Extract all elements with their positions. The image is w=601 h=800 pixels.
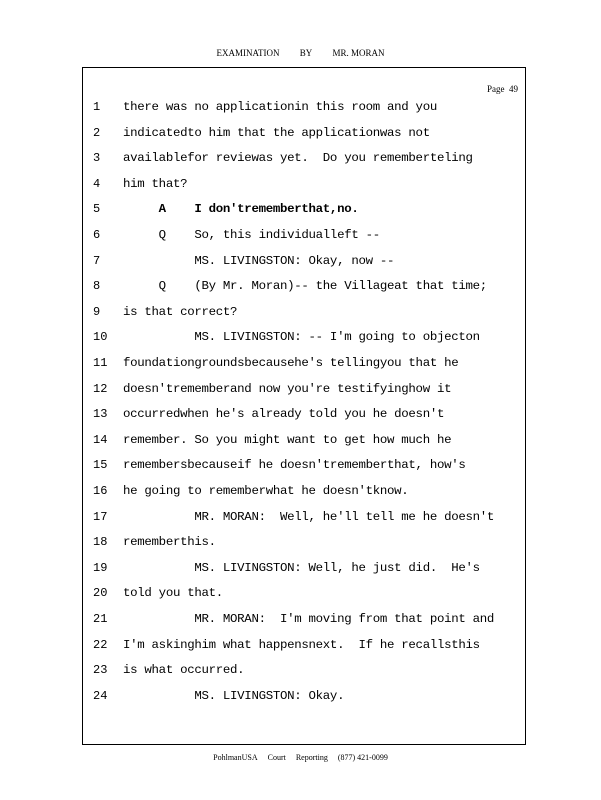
line-number: 11	[93, 356, 108, 370]
line-text: MR. MORAN: Well, he'll tell me he doesn't	[123, 509, 495, 524]
line-number: 13	[93, 407, 108, 422]
line-number: 12	[93, 381, 108, 396]
line-number: 9	[93, 304, 101, 319]
line-number: 19	[93, 560, 108, 575]
transcript-line	[0, 303, 520, 321]
line-number: 4	[93, 176, 101, 191]
page-number-value: 49	[509, 84, 518, 94]
line-text: he going to rememberwhat he doesn'tknow.	[123, 484, 409, 498]
footer-service2: Reporting	[295, 753, 328, 762]
transcript-line	[0, 610, 520, 628]
line-text: MR. MORAN: I'm moving from that point and	[123, 612, 495, 626]
transcript-line	[0, 431, 520, 449]
transcript-line	[0, 559, 520, 577]
line-text: there was no applicationin this room and you	[123, 100, 437, 114]
transcript-line	[0, 200, 520, 218]
transcript-line	[0, 124, 520, 142]
line-text: MS. LIVINGSTON: Well, he just did. He's	[123, 560, 480, 575]
page-number	[470, 84, 518, 94]
line-number: 2	[93, 125, 101, 140]
transcript-line	[0, 687, 520, 705]
line-text: A I don'trememberthat,no.	[123, 202, 359, 217]
line-text: occurredwhen he's already told you he doesn't	[123, 407, 445, 422]
line-number: 18	[93, 535, 108, 550]
line-text: remembersbecauseif he doesn'trememberthat, how's	[123, 458, 466, 473]
page-label: Page	[487, 84, 505, 94]
line-text: is that correct?	[123, 304, 238, 319]
line-text: MS. LIVINGSTON: Okay.	[123, 688, 345, 703]
transcript-line	[0, 380, 520, 398]
transcript-line	[0, 636, 520, 654]
line-number: 21	[93, 612, 108, 626]
line-number: 22	[93, 637, 108, 652]
line-number: 7	[93, 253, 101, 268]
footer-service: Court	[267, 753, 286, 762]
line-text: remember. So you might want to get how much he	[123, 432, 452, 447]
footer-phone: (877) 421-0099	[337, 753, 388, 762]
transcript-line	[0, 252, 520, 270]
transcript-line	[0, 456, 520, 474]
line-number: 14	[93, 432, 108, 447]
page-header	[0, 48, 601, 58]
line-number: 3	[93, 151, 101, 166]
transcript-line	[0, 508, 520, 526]
transcript-line	[0, 149, 520, 167]
line-number: 5	[93, 202, 101, 217]
line-text: I'm askinghim what happensnext. If he recallsthis	[123, 637, 480, 652]
line-number: 8	[93, 279, 101, 294]
line-text: rememberthis.	[123, 535, 216, 550]
line-text: Q So, this individualleft --	[123, 228, 380, 242]
line-number: 16	[93, 484, 108, 498]
transcript-line	[0, 328, 520, 346]
transcript-line	[0, 98, 520, 116]
line-text: availablefor reviewas yet. Do you rememberteling	[123, 151, 473, 166]
line-text: doesn'trememberand now you're testifyinghow it	[123, 381, 452, 396]
line-text: foundationgroundsbecausehe's tellingyou that he	[123, 356, 459, 370]
line-text: MS. LIVINGSTON: -- I'm going to objecton	[123, 330, 480, 345]
transcript-line	[0, 661, 520, 679]
transcript-line	[0, 405, 520, 423]
header-by: BY	[299, 48, 313, 58]
transcript-line	[0, 584, 520, 602]
line-text: him that?	[123, 176, 188, 191]
header-examiner: MR. MORAN	[332, 48, 385, 58]
transcript-line	[0, 175, 520, 193]
line-text: MS. LIVINGSTON: Okay, now --	[123, 253, 395, 268]
transcript-line	[0, 533, 520, 551]
line-number: 24	[93, 688, 108, 703]
page-footer	[0, 753, 601, 762]
transcript-line	[0, 226, 520, 244]
line-text: indicatedto him that the applicationwas not	[123, 125, 430, 140]
line-number: 6	[93, 228, 101, 242]
line-number: 23	[93, 663, 108, 678]
header-section: EXAMINATION	[216, 48, 280, 58]
transcript-line	[0, 277, 520, 295]
line-number: 10	[93, 330, 108, 345]
line-text: Q (By Mr. Moran)-- the Villageat that time;	[123, 279, 487, 294]
line-number: 17	[93, 509, 108, 524]
line-number: 20	[93, 586, 108, 601]
line-text: is what occurred.	[123, 663, 245, 678]
footer-company: PohlmanUSA	[213, 753, 258, 762]
line-number: 15	[93, 458, 108, 473]
transcript-line	[0, 482, 520, 500]
line-number: 1	[93, 100, 101, 114]
transcript-line	[0, 354, 520, 372]
line-text: told you that.	[123, 586, 223, 601]
